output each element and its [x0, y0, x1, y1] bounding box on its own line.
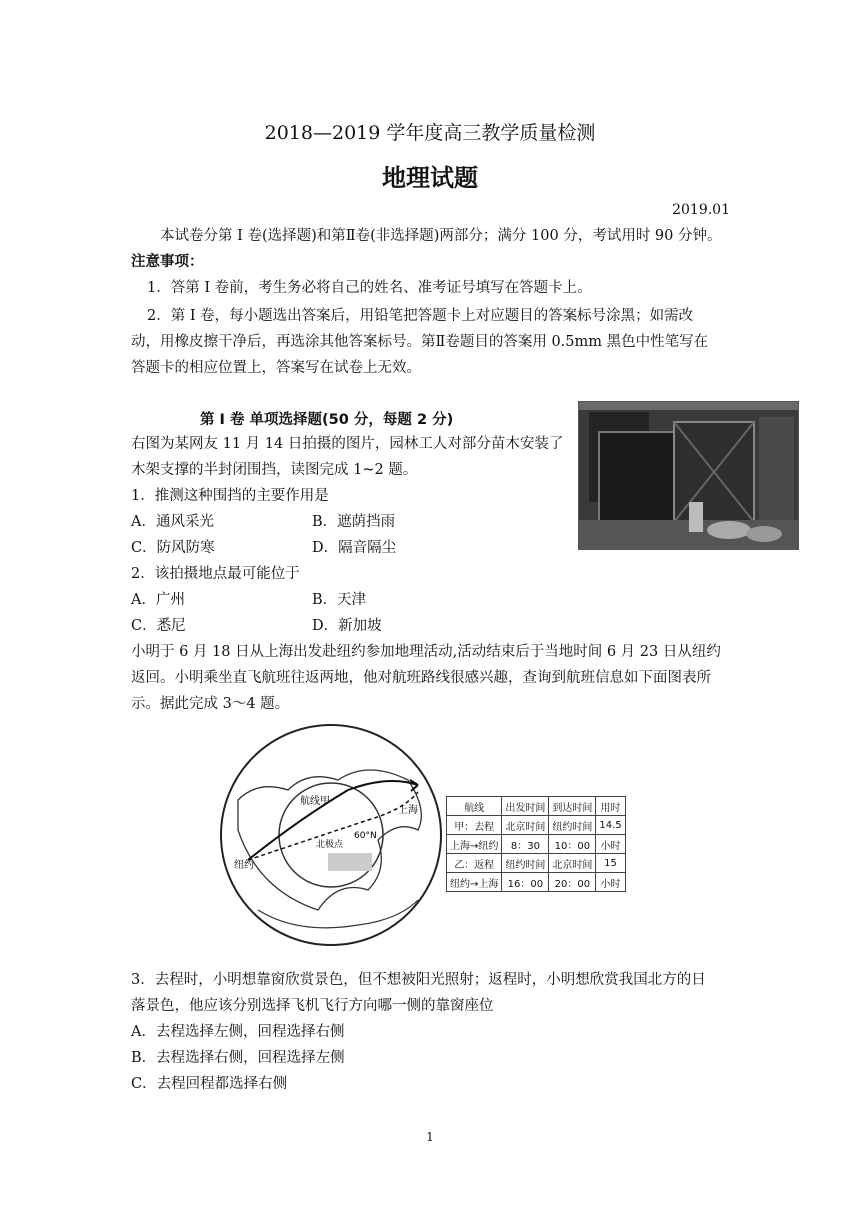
q3-4-stem-line1: 小明于 6 月 18 日从上海出发赴纽约参加地理活动,活动结束后于当地时间 6 月 23 日从纽约 — [131, 644, 721, 660]
subject-title: 地理试题 — [382, 164, 478, 192]
q3-option-b[interactable]: B．去程选择右侧，回程选择左侧 — [131, 1050, 345, 1066]
q2-options-row2 — [131, 616, 731, 636]
exam-date: 2019.01 — [672, 202, 730, 218]
q1-options-row1 — [131, 512, 731, 532]
q1-text: 1．推测这种围挡的主要作用是 — [131, 488, 329, 504]
q1-options-row2 — [131, 538, 731, 558]
q1-2-stem-line2: 木架支撑的半封闭围挡，读图完成 1~2 题。 — [131, 462, 418, 478]
map-label-route-a: 航线甲 — [300, 796, 330, 807]
cell-departure: 纽约时间 — [502, 854, 549, 873]
cell-route: 甲：去程 — [447, 816, 502, 835]
map-label-lat: 60°N — [354, 831, 377, 841]
col-header-arrival: 到达时间 — [549, 797, 596, 816]
q3-4-stem-line3: 示。据此完成 3～4 题。 — [131, 696, 290, 712]
q2-option-c[interactable]: C．悉尼 — [131, 618, 186, 634]
q1-option-b[interactable]: B．遮荫挡雨 — [312, 514, 396, 530]
cell-departure: 8：30 — [502, 835, 549, 854]
q1-option-c[interactable]: C．防风防寒 — [131, 540, 215, 556]
cell-route: 乙：返程 — [447, 854, 502, 873]
flight-table-header — [447, 797, 626, 816]
q1-2-stem-line1: 右图为某网友 11 月 14 日拍摄的图片，园林工人对部分苗木安装了 — [131, 436, 564, 452]
cell-arrival: 10：00 — [549, 835, 596, 854]
notice-item-2-line3: 答题卡的相应位置上，答案写在试卷上无效。 — [131, 360, 421, 376]
cell-route: 上海→纽约 — [447, 835, 502, 854]
cell-route: 纽约→上海 — [447, 873, 502, 892]
col-header-departure: 出发时间 — [502, 797, 549, 816]
table-row — [447, 816, 626, 835]
intro-text: 本试卷分第 I 卷(选择题)和第Ⅱ卷(非选择题)两部分；满分 100 分，考试用时 90 分钟。 — [160, 228, 722, 244]
cell-arrival: 北京时间 — [549, 854, 596, 873]
notice-item-1: 1．答第 I 卷前，考生务必将自己的姓名、准考证号填写在答题卡上。 — [147, 280, 592, 296]
notice-item-2-line1: 2．第 I 卷，每小题选出答案后，用铅笔把答题卡上对应题目的答案标号涂黑；如需改 — [147, 308, 694, 324]
cell-duration: 小时 — [596, 835, 625, 854]
section-heading: 第 I 卷 单项选择题(50 分，每题 2 分) — [200, 412, 454, 428]
q1-option-a[interactable]: A．通风采光 — [131, 514, 214, 530]
cell-departure: 北京时间 — [502, 816, 549, 835]
cell-departure: 16：00 — [502, 873, 549, 892]
q3-text-line2: 落景色，他应该分别选择飞机飞行方向哪一侧的靠窗座位 — [131, 998, 494, 1014]
q3-option-c[interactable]: C．去程回程都选择右侧 — [131, 1076, 288, 1092]
polar-map — [218, 720, 448, 950]
q3-option-a[interactable]: A．去程选择左侧，回程选择右侧 — [131, 1024, 345, 1040]
notice-item-2-line2: 动，用橡皮擦干净后，再选涂其他答案标号。第Ⅱ卷题目的答案用 0.5mm 黑色中性笔写在 — [131, 334, 709, 350]
flight-figure — [218, 720, 663, 950]
q3-4-stem-line2: 返回。小明乘坐直飞航班往返两地，他对航班路线很感兴趣，查询到航班信息如下面图表所 — [131, 670, 711, 686]
q2-option-b[interactable]: B．天津 — [312, 592, 367, 608]
table-row — [447, 873, 626, 892]
q2-option-d[interactable]: D．新加坡 — [312, 618, 382, 634]
q1-option-d[interactable]: D．隔音隔尘 — [312, 540, 397, 556]
cell-arrival: 20：00 — [549, 873, 596, 892]
flight-table — [446, 796, 626, 892]
map-label-pole: 北极点 — [316, 840, 344, 850]
col-header-route: 航线 — [447, 797, 502, 816]
q2-option-a[interactable]: A．广州 — [131, 592, 185, 608]
cell-duration: 小时 — [596, 873, 625, 892]
table-row — [447, 854, 626, 873]
cell-duration: 14.5 — [596, 816, 625, 835]
q2-options-row1 — [131, 590, 731, 610]
col-header-duration: 用时 — [596, 797, 625, 816]
q2-text: 2．该拍摄地点最可能位于 — [131, 566, 300, 582]
exam-title: 2018—2019 学年度高三教学质量检测 — [264, 122, 596, 144]
cell-arrival: 纽约时间 — [549, 816, 596, 835]
notice-heading: 注意事项： — [131, 254, 204, 270]
page-number: 1 — [426, 1130, 434, 1144]
map-label-shanghai: 上海 — [398, 805, 418, 816]
cell-duration: 15 — [596, 854, 625, 873]
table-row — [447, 835, 626, 854]
map-label-newyork: 纽约 — [234, 860, 254, 871]
q3-text-line1: 3．去程时，小明想靠窗欣赏景色，但不想被阳光照射；返程时，小明想欣赏我国北方的日 — [131, 972, 706, 988]
